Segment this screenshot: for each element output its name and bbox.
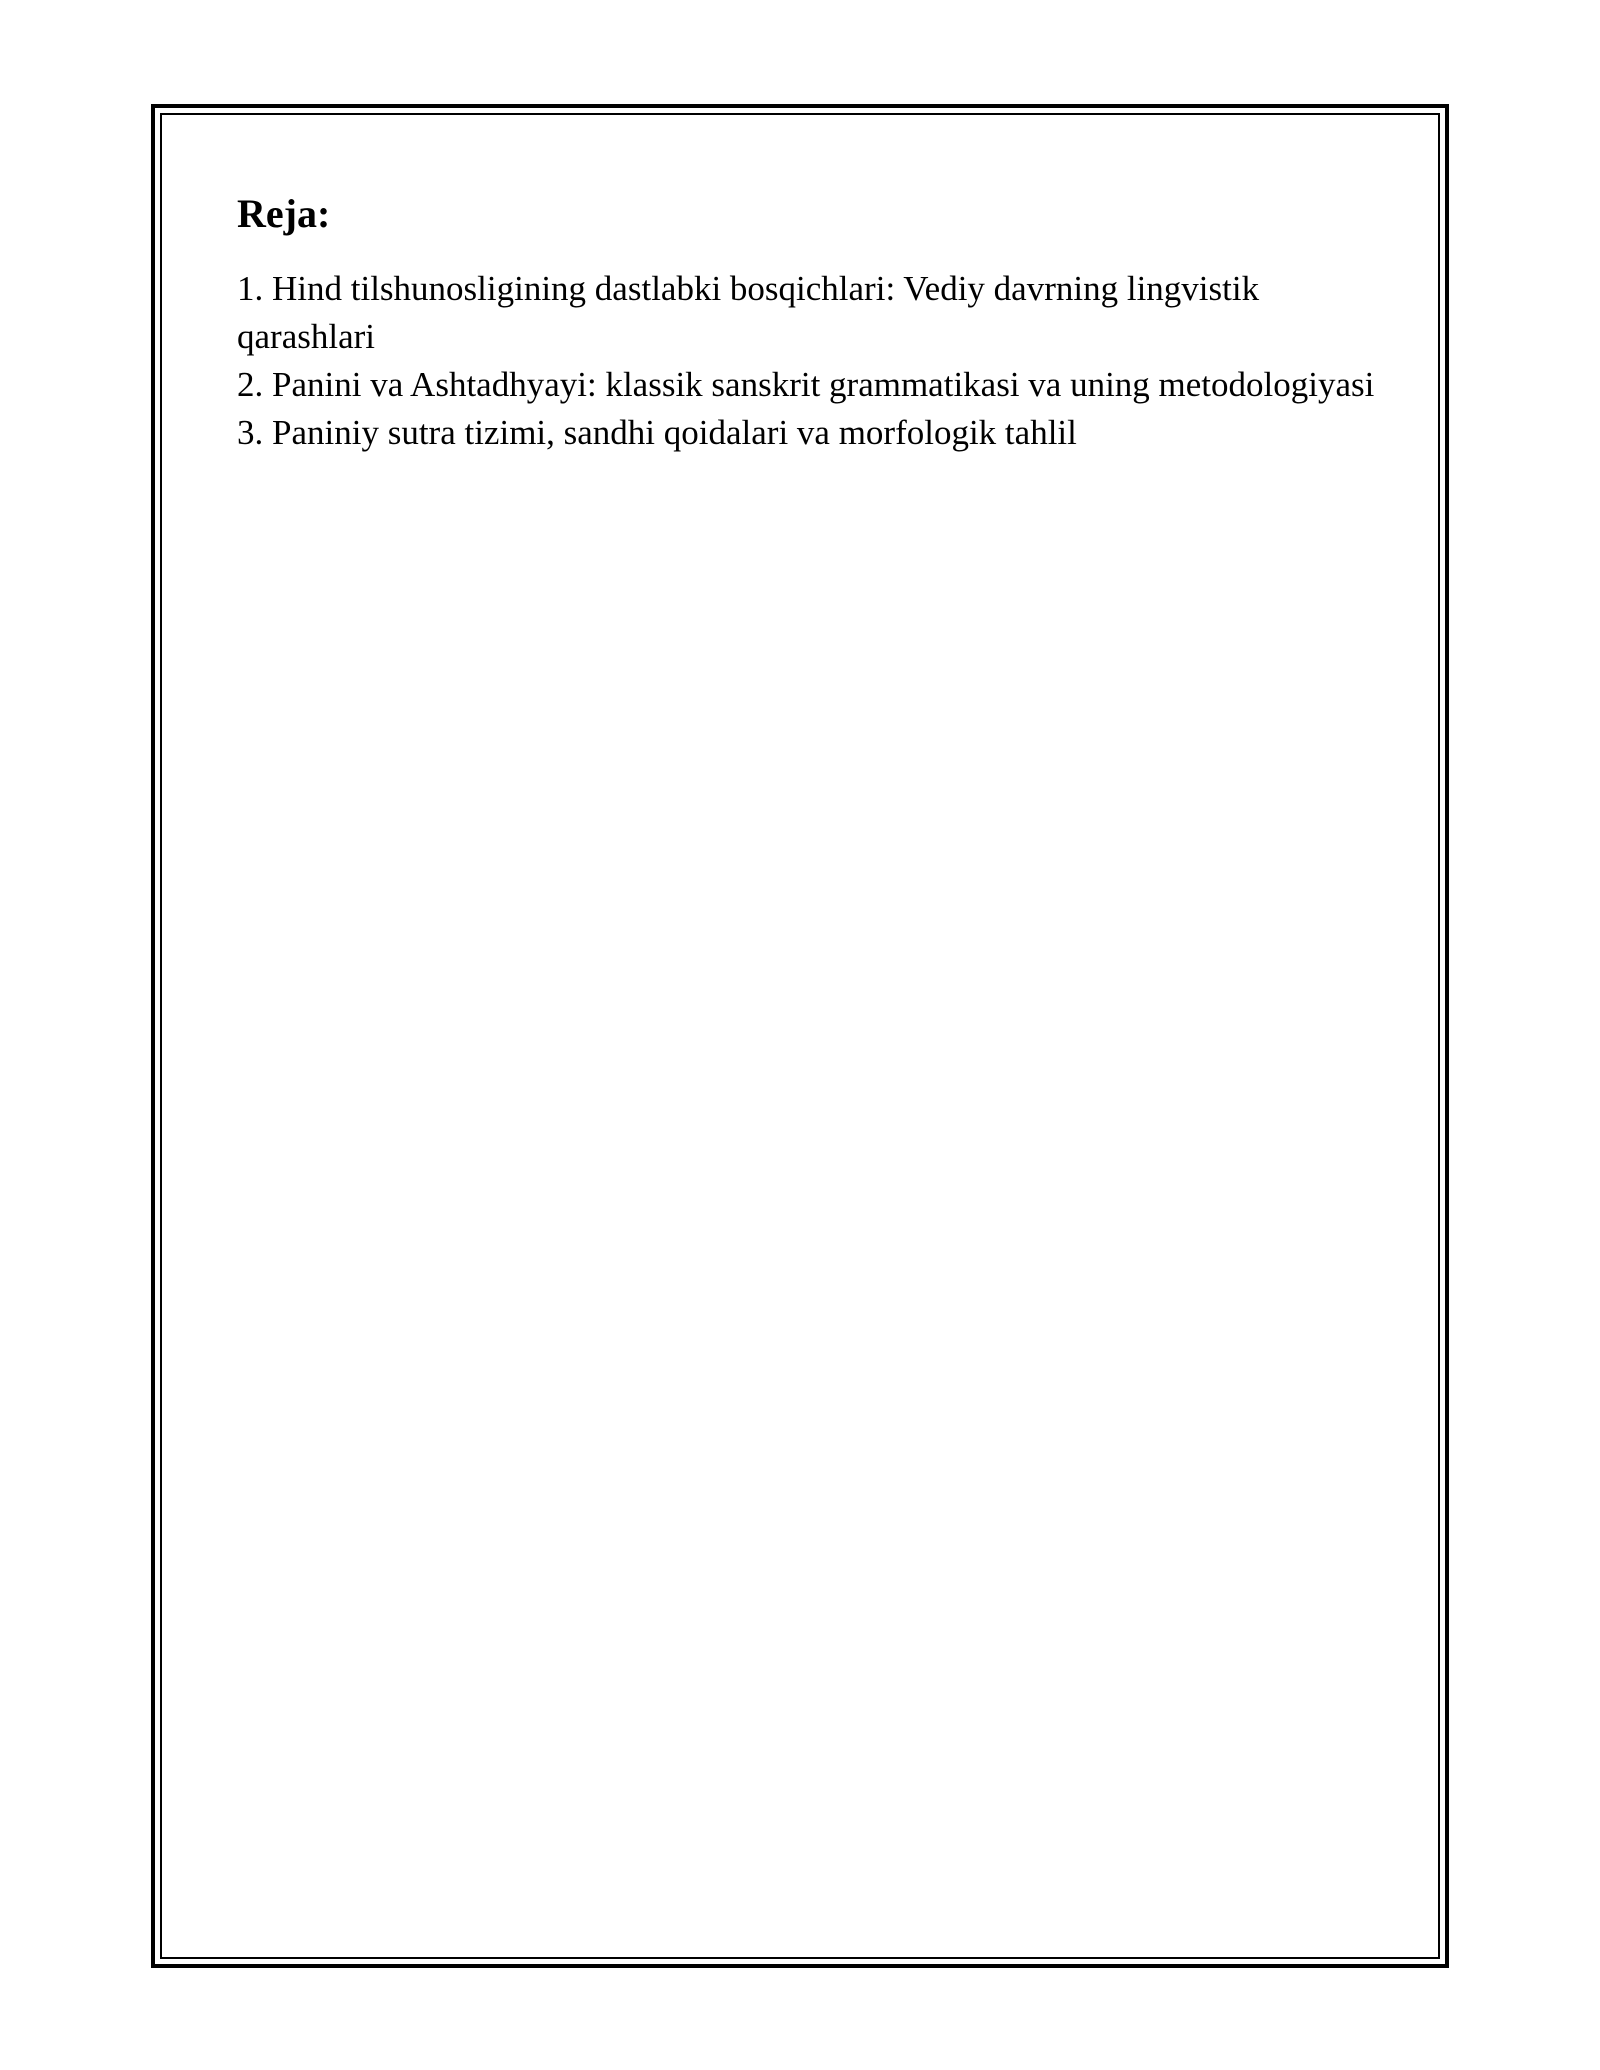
plan-item-3: 3. Paniniy sutra tizimi, sandhi qoidalari va morfologik tahlil	[237, 413, 1077, 452]
plan-list	[237, 265, 1387, 457]
plan-heading: Reja:	[237, 191, 331, 236]
page-content	[237, 185, 1387, 457]
plan-item-1: 1. Hind tilshunosligining dastlabki bosqichlari: Vediy davrning lingvistik qarashlari	[237, 269, 1260, 356]
plan-item-2: 2. Panini va Ashtadhyayi: klassik sanskrit grammatikasi va uning metodologiyasi	[237, 365, 1375, 404]
